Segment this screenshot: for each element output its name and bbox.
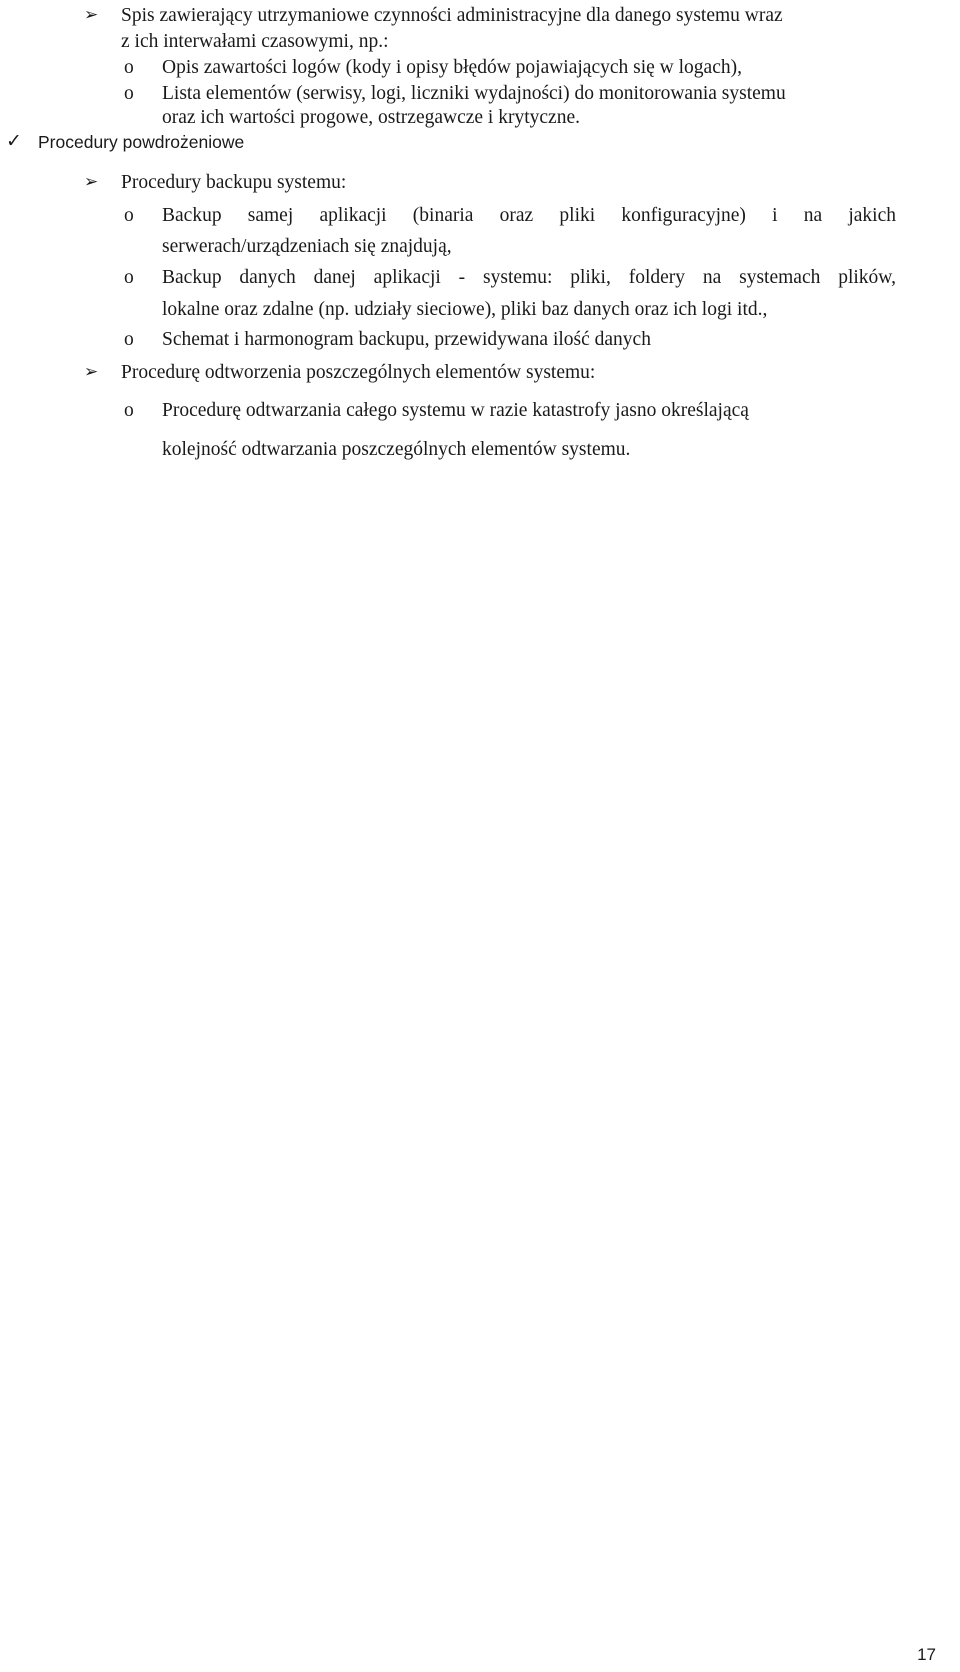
arrow-bullet-icon: ➢: [84, 5, 99, 25]
circle-bullet-icon: o: [124, 329, 134, 350]
backup-aplikacji-line-1: Backup samej aplikacji (binaria oraz pliki konfiguracyjne) i na jakich: [162, 205, 896, 226]
odtwarzanie-line-1: Procedurę odtwarzania całego systemu w razie katastrofy jasno określającą: [162, 400, 749, 421]
backup-aplikacji-line-2: serwerach/urządzeniach się znajdują,: [162, 236, 452, 257]
schemat-harmonogram-text: Schemat i harmonogram backupu, przewidywana ilość danych: [162, 329, 651, 350]
spis-line-2: z ich interwałami czasowymi, np.:: [121, 31, 389, 52]
page-number: 17: [917, 1645, 936, 1664]
odtworzenie-heading: Procedurę odtworzenia poszczególnych elementów systemu:: [121, 362, 596, 383]
arrow-bullet-icon: ➢: [84, 172, 99, 192]
lista-elementow-line-1: Lista elementów (serwisy, logi, liczniki wydajności) do monitorowania systemu: [162, 83, 786, 104]
circle-bullet-icon: o: [124, 83, 134, 104]
backup-danych-line-2: lokalne oraz zdalne (np. udziały sieciowe), pliki baz danych oraz ich logi itd.,: [162, 299, 768, 320]
odtwarzanie-line-2: kolejność odtwarzania poszczególnych elementów systemu.: [162, 439, 631, 460]
spis-line-1: Spis zawierający utrzymaniowe czynności administracyjne dla danego systemu wraz: [121, 5, 783, 26]
procedury-powdrozeniowe-heading: Procedury powdrożeniowe: [38, 132, 245, 152]
circle-bullet-icon: o: [124, 267, 134, 288]
backup-danych-line-1: Backup danych danej aplikacji - systemu: pliki, foldery na systemach plików,: [162, 267, 896, 288]
backup-procedures-heading: Procedury backupu systemu:: [121, 172, 347, 193]
circle-bullet-icon: o: [124, 400, 134, 421]
lista-elementow-line-2: oraz ich wartości progowe, ostrzegawcze i krytyczne.: [162, 107, 580, 128]
circle-bullet-icon: o: [124, 205, 134, 226]
checkmark-bullet-icon: ✓: [6, 130, 22, 152]
opis-logow-text: Opis zawartości logów (kody i opisy błędów pojawiających się w logach),: [162, 57, 742, 78]
circle-bullet-icon: o: [124, 57, 134, 78]
arrow-bullet-icon: ➢: [84, 362, 99, 382]
